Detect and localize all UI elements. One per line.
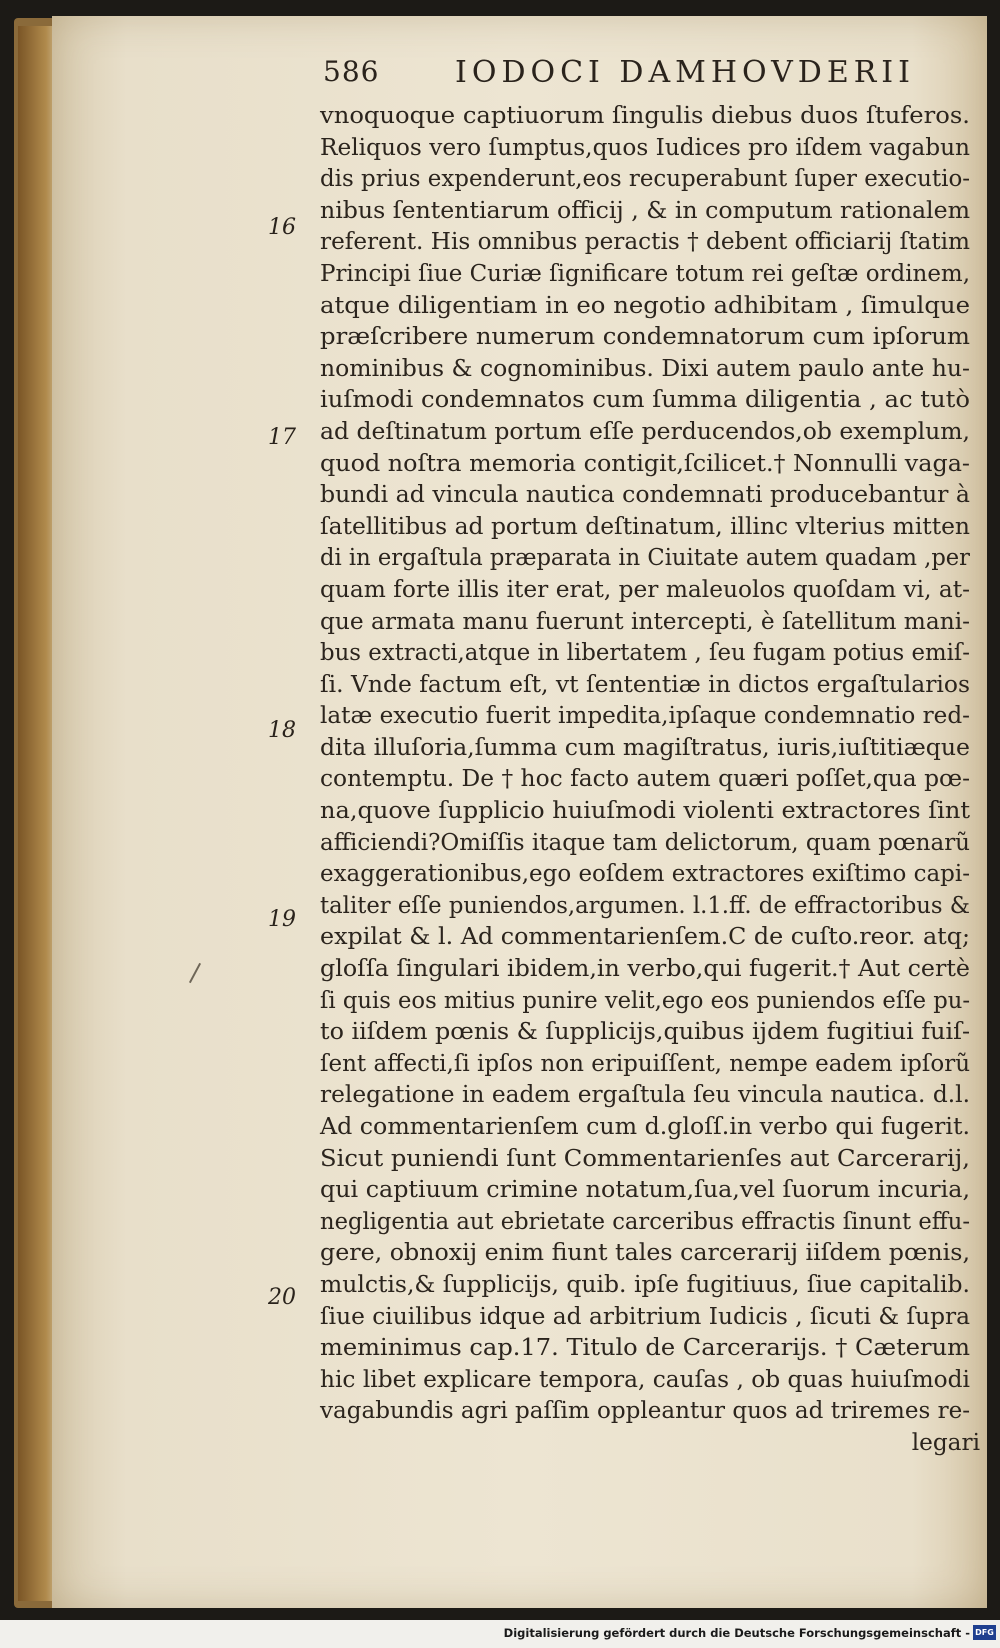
- body-text: [320, 100, 985, 1459]
- text-line: exaggerationibus,ego eoſdem extractores exiſtimo capi-: [320, 860, 970, 888]
- margin-note-number: 19: [268, 907, 296, 932]
- dfg-logo: DFG: [973, 1625, 996, 1640]
- text-line: atque diligentiam in eo negotio adhibitam , ſimulque: [320, 291, 970, 319]
- text-line: vnoquoque captiuorum ſingulis diebus duos ſtuferos.: [320, 102, 971, 129]
- text-line: referent. His omnibus peractis † debent officiarij ſtatim: [320, 228, 970, 256]
- text-line: ſi. Vnde factum eſt, vt ſententiæ in dictos ergaſtularios: [320, 670, 971, 698]
- page-header: [0, 55, 1000, 95]
- text-line: mulctis,& ſupplicijs, quib. ipſe fugitiuus, ſiue capitalib.: [320, 1270, 970, 1298]
- text-line: Sicut puniendi ſunt Commentarienſes aut Carcerarij,: [320, 1144, 970, 1172]
- text-line: relegatione in eadem ergaſtula ſeu vincula nautica. d.l.: [320, 1081, 970, 1109]
- text-line: ad deſtinatum portum eſſe perducendos,ob exemplum,: [320, 417, 970, 445]
- text-line: ſent affecti,ſi ipſos non eripuiſſent, nempe eadem ipſorũ: [320, 1049, 970, 1077]
- text-line: quam forte illis iter erat, per maleuolos quoſdam vi, at-: [320, 575, 970, 603]
- text-line: qui captiuum crimine notatum,ſua,vel ſuorum incuria,: [320, 1176, 970, 1204]
- text-line: negligentia aut ebrietate carceribus effractis ſinunt effu-: [320, 1207, 970, 1235]
- text-line: nibus ſententiarum officij , & in computum rationalem: [320, 196, 970, 224]
- digitization-footer: [0, 1620, 1000, 1648]
- text-line: nominibus & cognominibus. Dixi autem paulo ante hu-: [320, 354, 970, 382]
- text-line: dis prius expenderunt,eos recuperabunt ſuper executio-: [320, 165, 970, 193]
- text-line: iuſmodi condemnatos cum ſumma diligentia , ac tutò: [320, 386, 970, 414]
- page-number: 586: [323, 55, 380, 88]
- text-line: latæ executio fuerit impedita,ipſaque condemnatio red-: [320, 702, 970, 730]
- text-line: que armata manu fuerunt intercepti, è ſatellitum mani-: [320, 607, 970, 635]
- text-line: expilat & l. Ad commentarienſem.C de cuſto.reor. atq;: [320, 923, 970, 951]
- text-line: ſi quis eos mitius punire velit,ego eos puniendos eſſe pu-: [320, 986, 970, 1014]
- text-line: bus extracti,atque in libertatem , ſeu fugam potius emiſ-: [320, 639, 970, 667]
- text-line: taliter eſſe puniendos,argumen. l.1.ff. de effractoribus &: [320, 891, 970, 919]
- margin-note-number: 20: [268, 1285, 296, 1310]
- margin-note-number: 16: [268, 215, 296, 240]
- catchword: legari: [911, 1428, 980, 1456]
- running-title: IODOCI DAMHOVDERII: [455, 55, 916, 90]
- text-line: Principi ſiue Curiæ ſignificare totum rei geſtæ ordinem,: [320, 259, 970, 287]
- text-line: vagabundis agri paſſim oppleantur quos ad triremes re-: [320, 1397, 970, 1425]
- text-line: quod noſtra memoria contigit,ſcilicet.† Nonnulli vaga-: [320, 449, 970, 477]
- text-line: præſcribere numerum condemnatorum cum ipſorum: [320, 323, 971, 351]
- text-line: bundi ad vincula nautica condemnati producebantur à: [320, 481, 970, 509]
- text-line: dita illuſoria,ſumma cum magiſtratus, iuris,iuſtitiæque: [320, 733, 970, 761]
- text-line: hic libet explicare tempora, cauſas , ob quas huiuſmodi: [320, 1365, 970, 1393]
- text-line: Reliquos vero ſumptus,quos Iudices pro iſdem vagabun: [320, 133, 970, 161]
- funding-notice: Digitalisierung gefördert durch die Deutsche Forschungsgemeinschaft -: [503, 1626, 970, 1640]
- text-line: di in ergaſtula præparata in Ciuitate autem quadam ,per: [320, 544, 970, 572]
- text-line: meminimus cap.17. Titulo de Carcerarijs. † Cæterum: [320, 1334, 970, 1362]
- text-line: gere, obnoxij enim fiunt tales carcerarij iiſdem pœnis,: [320, 1239, 971, 1267]
- margin-note-number: 18: [268, 718, 296, 743]
- text-line: ſatellitibus ad portum deſtinatum, illinc vlterius mitten: [320, 512, 970, 540]
- text-line: afficiendi?Omiſſis itaque tam delictorum, quam pœnarũ: [320, 828, 970, 856]
- text-line: contemptu. De † hoc facto autem quæri poſſet,qua pœ-: [320, 765, 970, 793]
- text-line: ſiue ciuilibus idque ad arbitrium Iudicis , ſicuti & ſupra: [320, 1302, 970, 1330]
- margin-note-number: 17: [268, 425, 296, 450]
- text-line: to iiſdem pœnis & ſupplicijs,quibus ijdem fugitiui fuiſ-: [320, 1018, 970, 1046]
- text-line: na,quove ſupplicio huiuſmodi violenti extractores ſint: [320, 797, 971, 825]
- text-line: gloſſa ſingulari ibidem,in verbo,qui fugerit.† Aut certè: [320, 955, 970, 983]
- text-line: Ad commentarienſem cum d.gloſſ.in verbo qui fugerit.: [320, 1113, 971, 1140]
